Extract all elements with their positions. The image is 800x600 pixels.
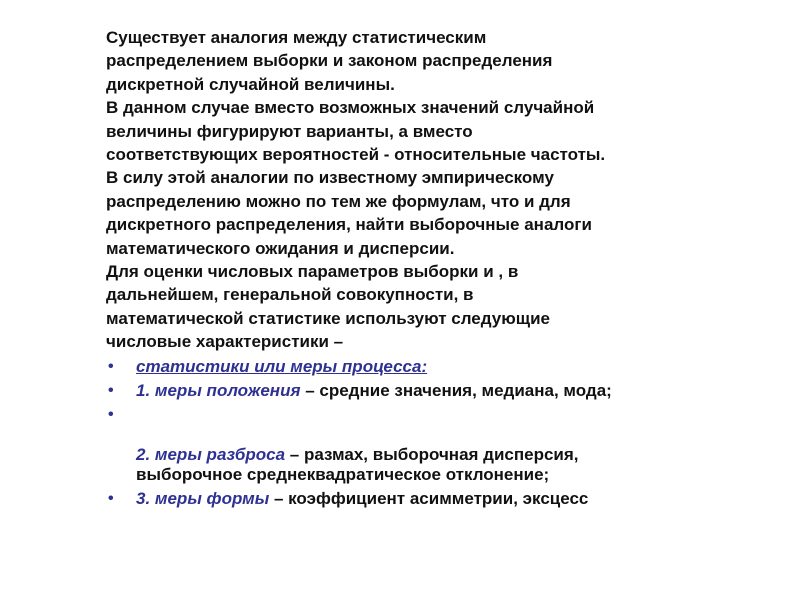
bullet-rest: – средние значения, медиана, мода;: [300, 380, 612, 400]
bullet-term: 1. меры положения: [136, 380, 301, 400]
bullet-rest: – размах, выборочная дисперсия, выборочное среднеквадратическое отклонение;: [136, 444, 579, 484]
paragraph-variants: В данном случае вместо возможных значений случайной величины фигурируют варианты, а вместо соответствующих вероятностей - относительные частоты.: [106, 98, 606, 165]
bullet-dot-icon: •: [108, 357, 114, 375]
bullet-dot-icon: •: [108, 489, 114, 507]
bullet-item-shape-measures: [106, 489, 716, 509]
bullet-term: 2. меры разброса: [136, 444, 286, 464]
bullet-item-dispersion-measures: [106, 405, 716, 485]
bullet-term: статистики или меры процесса:: [136, 356, 428, 376]
paragraph-analogy: Существует аналогия между статистическим распределением выборки и законом распределения дискретной случайной величины.: [106, 28, 553, 94]
bullet-dot-icon: •: [108, 381, 114, 399]
paragraph-characteristics: Для оценки числовых параметров выборки и , в дальнейшем, генеральной совокупности, в математической статистике используют следующие числовые характеристики –: [106, 262, 550, 352]
slide-body: [106, 26, 716, 513]
bullet-item-process-measures: [106, 357, 716, 377]
paragraph-formulas: В силу этой аналогии по известному эмпирическому распределению можно по тем же формулам, что и для дискретного распределения, найти выборочные аналоги математического ожидания и дисперсии.: [106, 168, 592, 258]
bullet-list: [106, 357, 716, 509]
bullet-rest: – коэффициент асимметрии, эксцесс: [269, 488, 589, 508]
bullet-dot-icon: •: [108, 405, 114, 423]
bullet-term: 3. меры формы: [136, 488, 270, 508]
bullet-item-location-measures: [106, 381, 716, 401]
